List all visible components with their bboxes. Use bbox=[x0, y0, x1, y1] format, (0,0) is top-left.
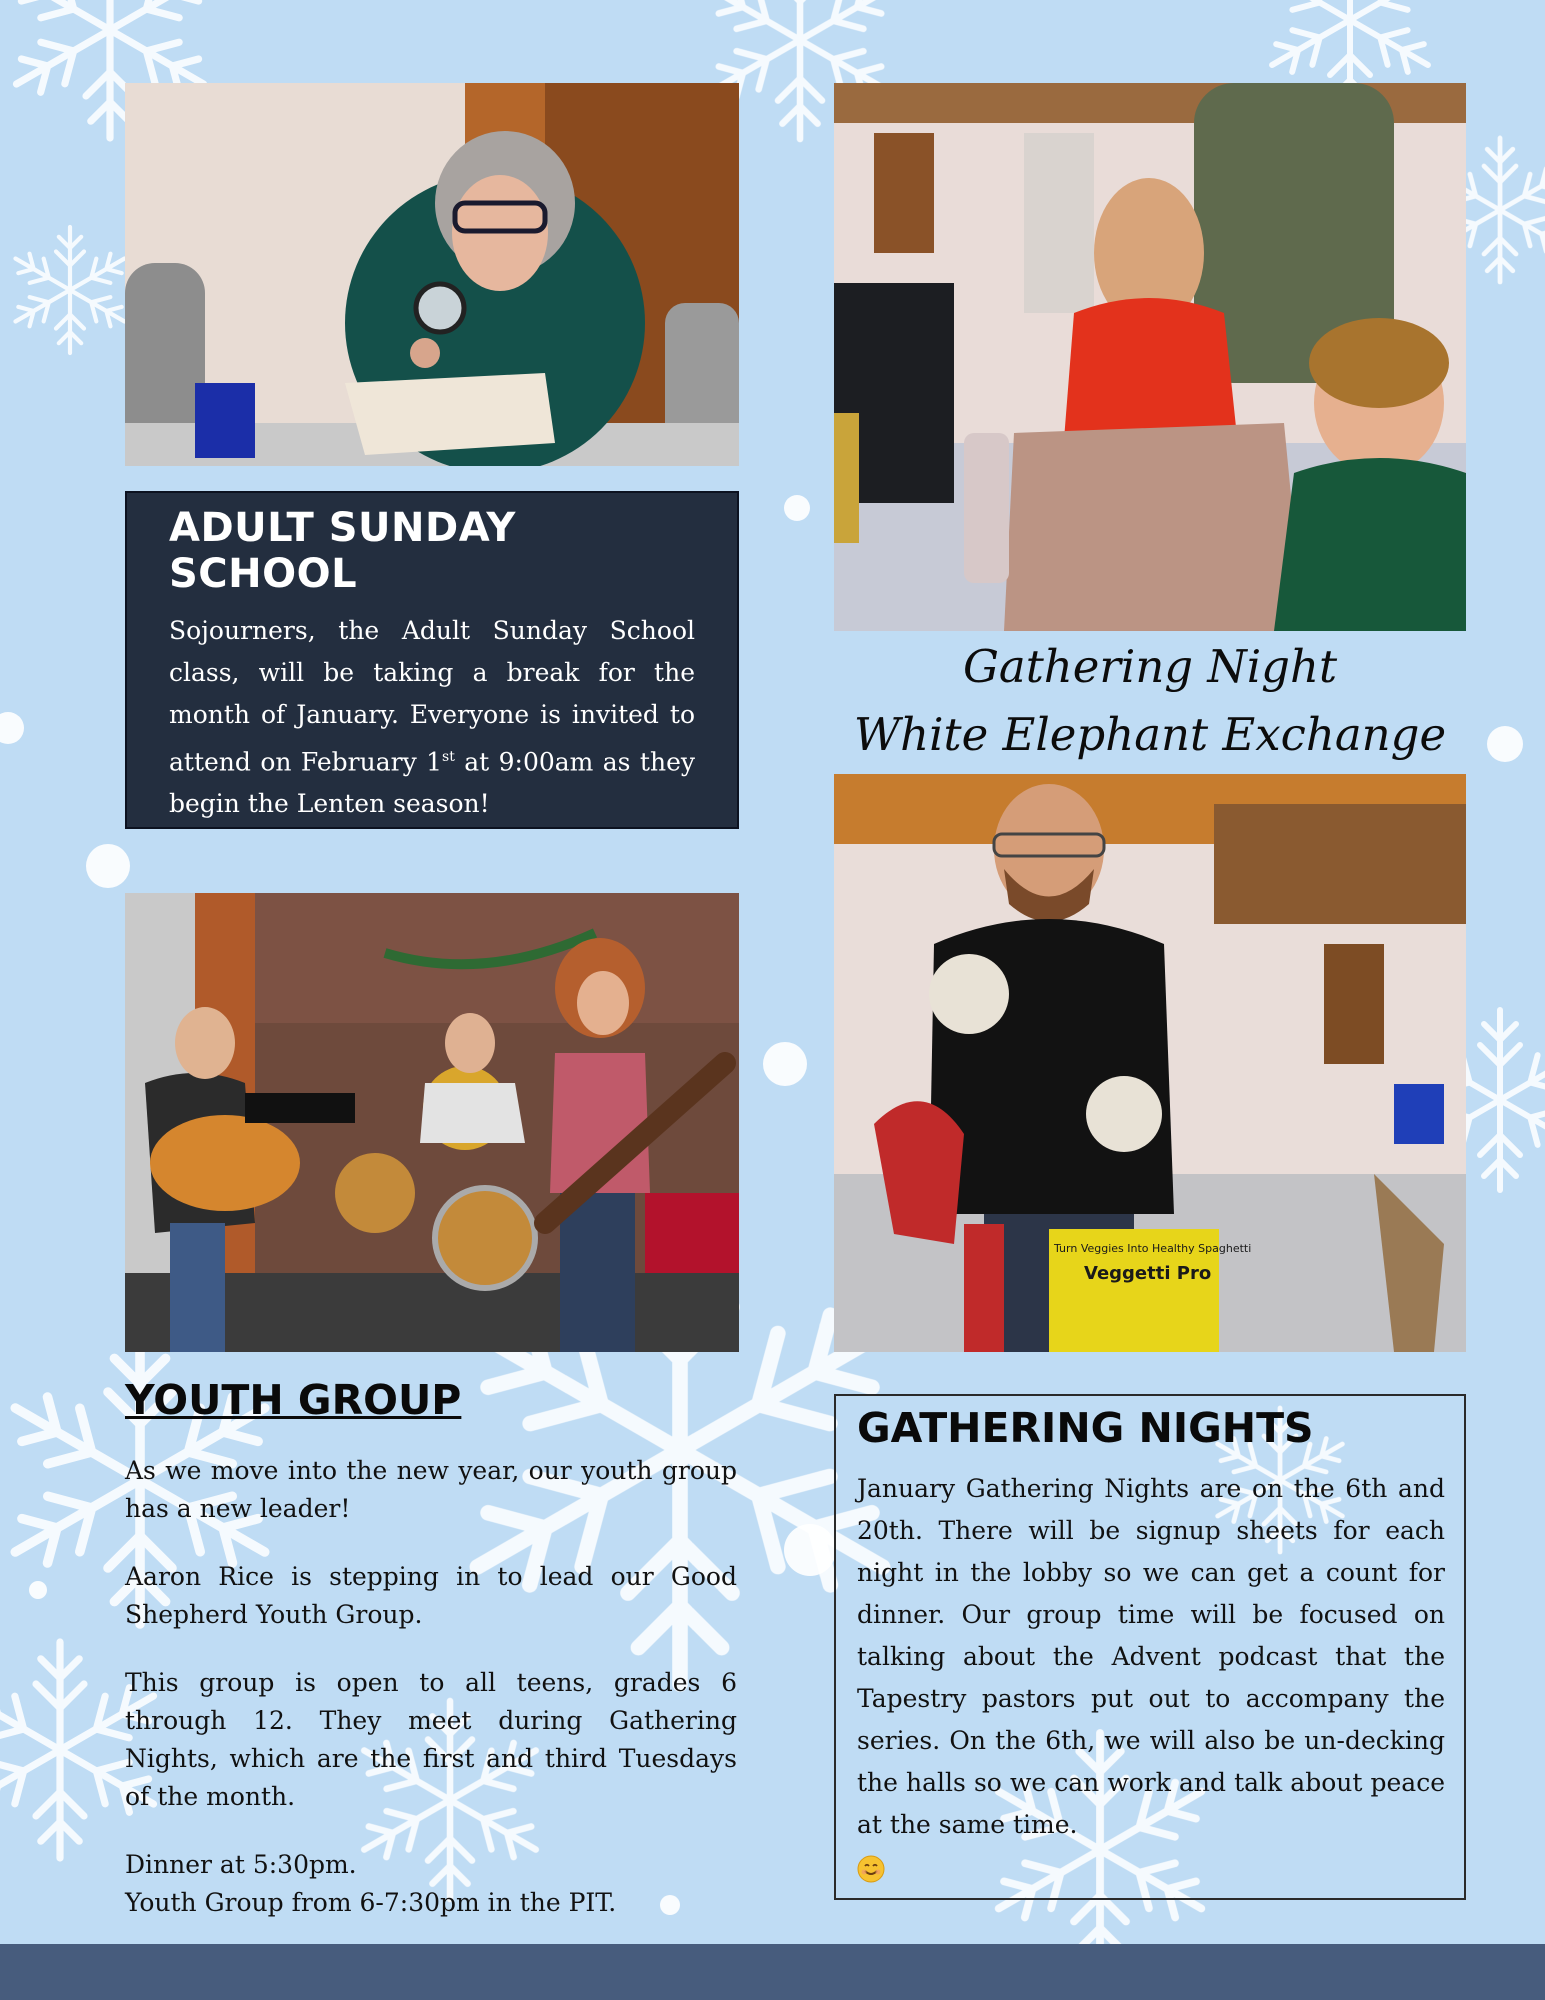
gathering-nights-title: GATHERING NIGHTS bbox=[857, 1404, 1314, 1452]
caption-line-1: Gathering Night bbox=[962, 640, 1338, 693]
youth-group-paragraph-3: This group is open to all teens, grades 6 through 12. They meet during Gathering Nights, which are the first and third Tuesdays of the month. bbox=[125, 1668, 737, 1811]
gathering-nights-text: January Gathering Nights are on the 6th and 20th. There will be signup sheets for each night in the lobby so we can get a count for dinner. Our group time will be focused on talking about the Advent podcast that the Tapestry pastors put out to accompany the series. On the 6th, we will also be un-decking the halls so we can work and talk about peace at the same time. bbox=[857, 1474, 1445, 1839]
caption-line-2: White Elephant Exchange bbox=[853, 708, 1447, 761]
adult-sunday-school-card bbox=[125, 491, 739, 829]
product-name: Veggetti Pro bbox=[1084, 1263, 1212, 1284]
photo-man-with-gift bbox=[834, 774, 1466, 1352]
youth-group-paragraph-1: As we move into the new year, our youth group has a new leader! bbox=[125, 1456, 737, 1523]
adult-sunday-school-text-2: at 9:00am as they begin the Lenten season! bbox=[169, 747, 695, 819]
youth-group-paragraph-2: Aaron Rice is stepping in to lead our Good Shepherd Youth Group. bbox=[125, 1562, 737, 1629]
adult-sunday-school-title: ADULT SUNDAY SCHOOL bbox=[169, 505, 516, 597]
gathering-night-caption bbox=[834, 633, 1466, 769]
photo-youth-band bbox=[125, 893, 739, 1352]
photo-woman-with-magnifier bbox=[125, 83, 739, 466]
photo-kids-with-purse bbox=[834, 83, 1466, 631]
product-tagline: Turn Veggies Into Healthy Spaghetti bbox=[1054, 1242, 1252, 1255]
youth-group-dinner-time: Dinner at 5:30pm. bbox=[125, 1850, 357, 1879]
smiling-face-emoji-icon bbox=[857, 1855, 885, 1883]
ordinal-suffix: st bbox=[442, 749, 455, 765]
youth-group-meeting-time: Youth Group from 6-7:30pm in the PIT. bbox=[125, 1888, 617, 1917]
gathering-nights-card bbox=[834, 1394, 1466, 1900]
youth-group-body bbox=[125, 1452, 737, 1922]
gathering-nights-body bbox=[857, 1468, 1445, 1888]
youth-group-title: YOUTH GROUP bbox=[125, 1376, 462, 1424]
footer-bar bbox=[0, 1944, 1545, 2000]
adult-sunday-school-text-1: Sojourners, the Adult Sunday School class, will be taking a break for the month of January. Everyone is invited to attend on February 1 bbox=[169, 616, 695, 777]
adult-sunday-school-body bbox=[169, 610, 695, 825]
